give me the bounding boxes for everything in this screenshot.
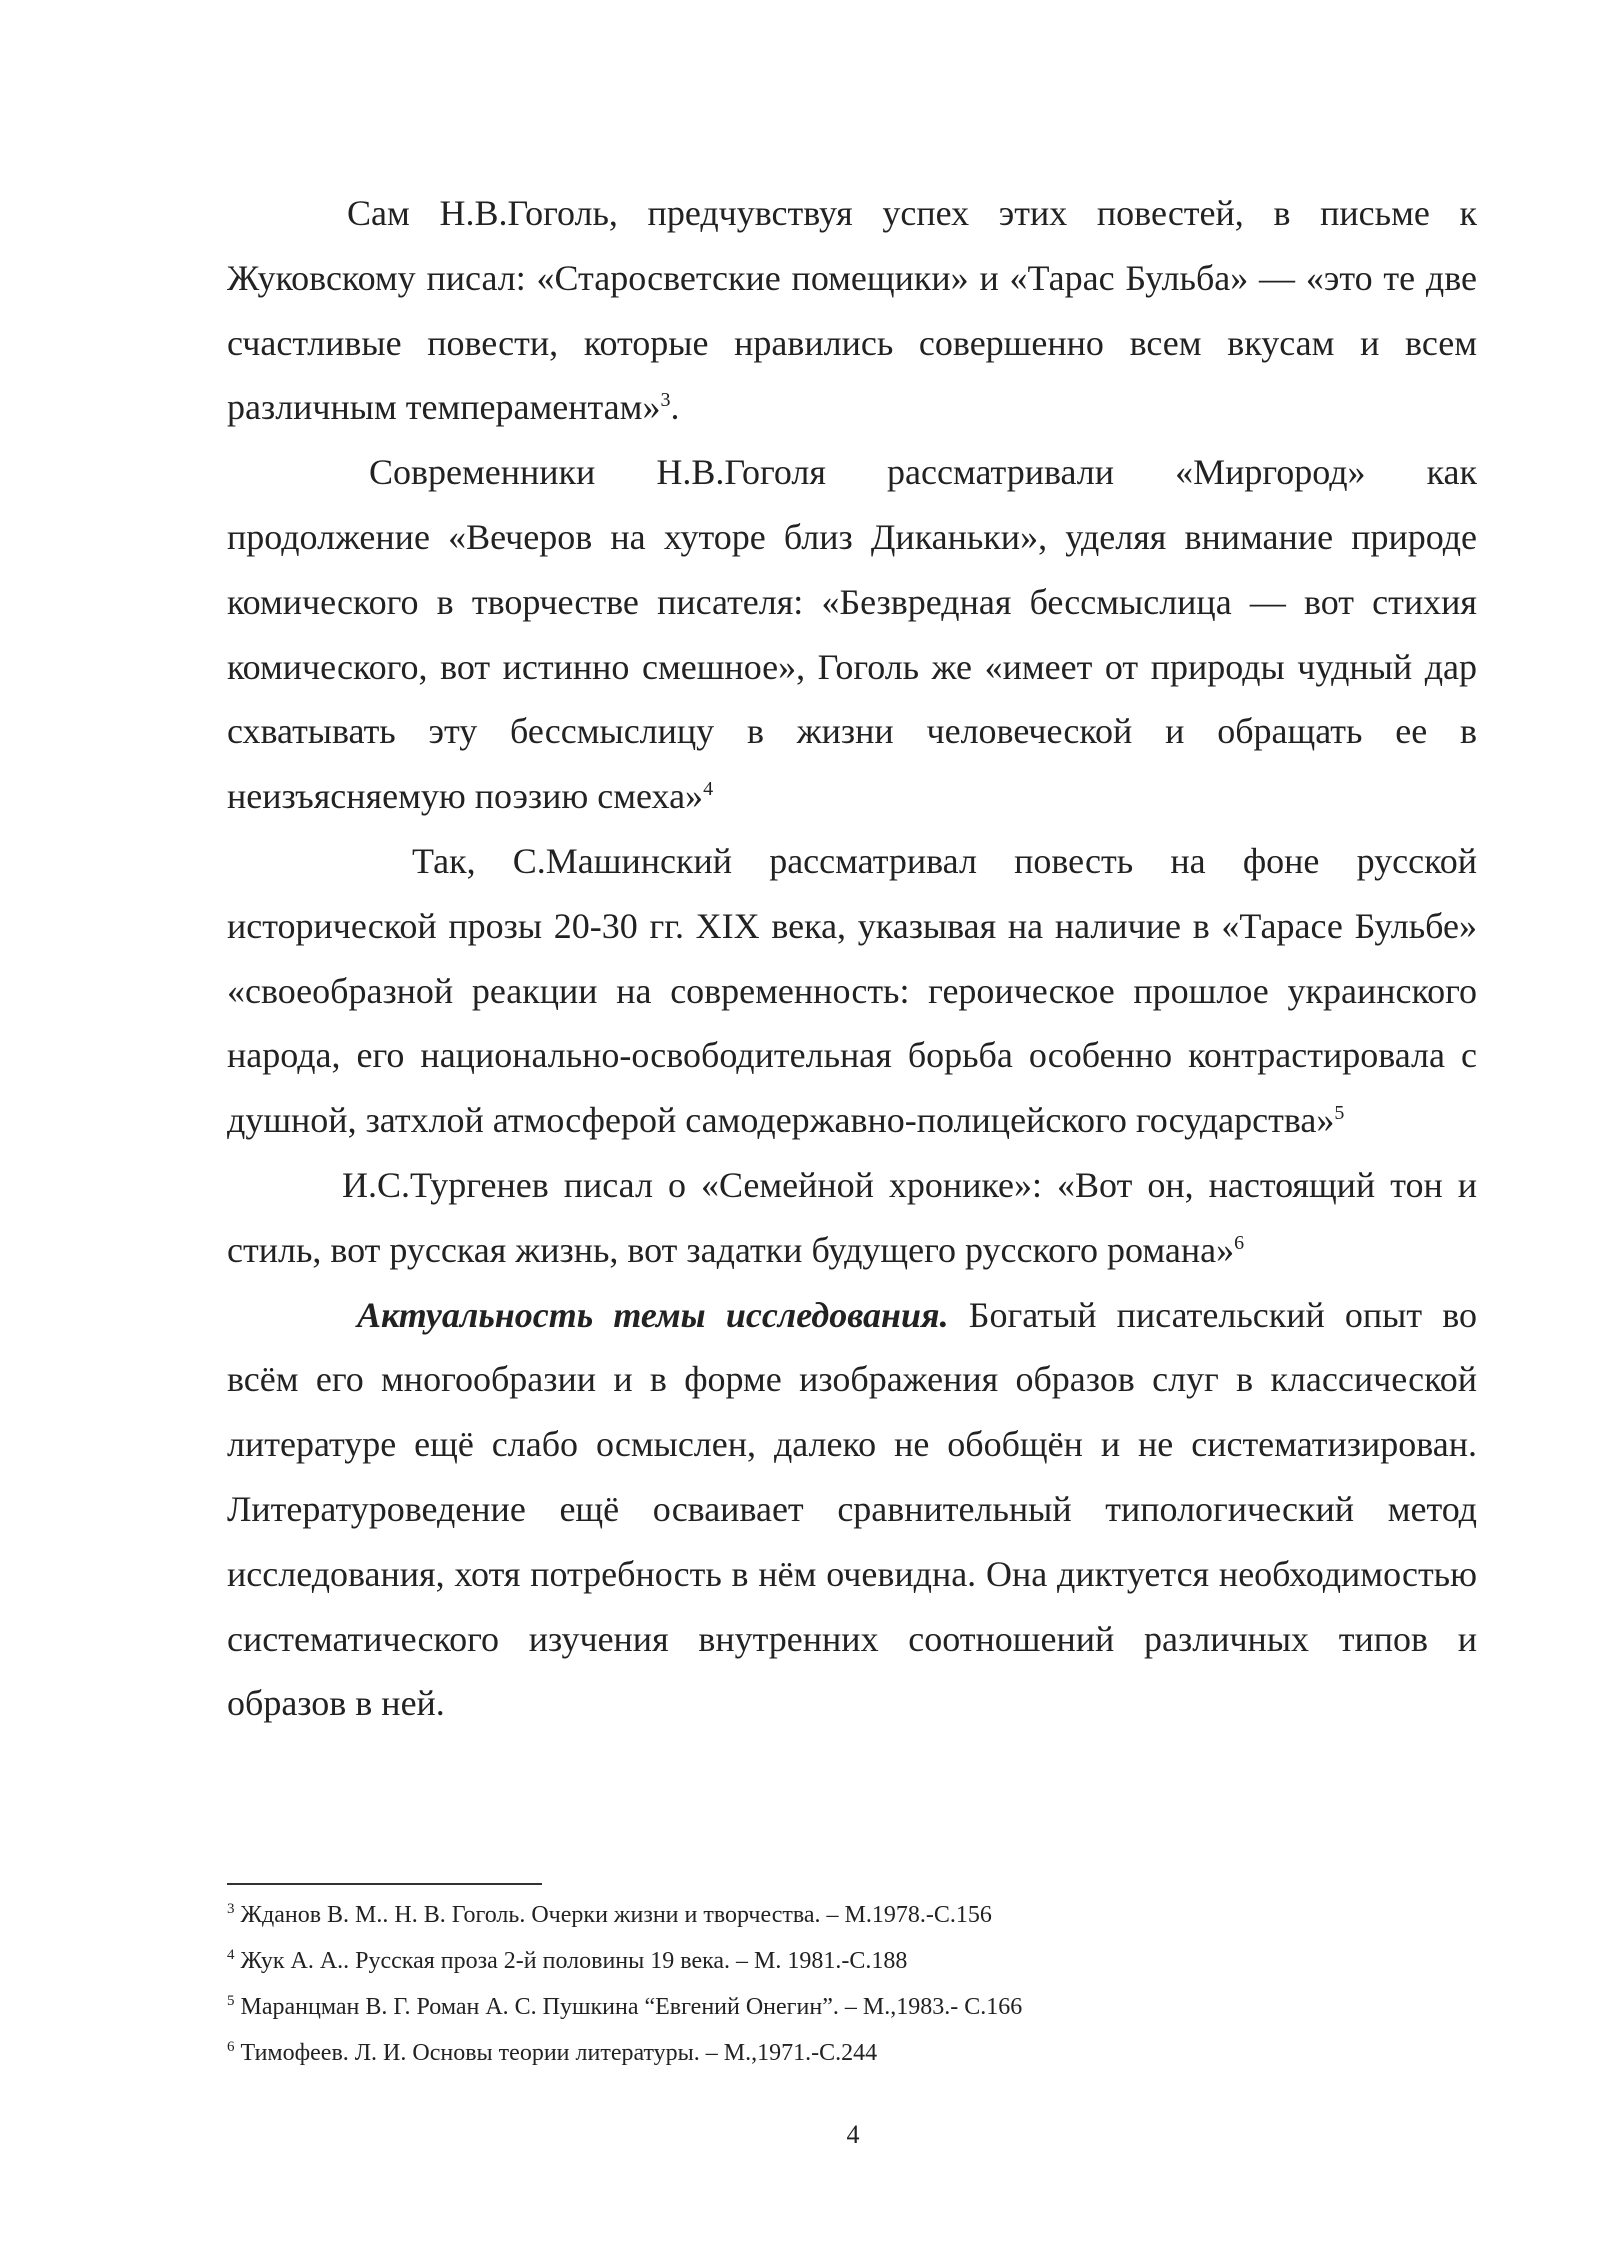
paragraph-relevance bbox=[227, 1283, 1477, 1737]
footnote-ref-5[interactable]: 5 bbox=[1334, 1102, 1345, 1125]
paragraph-text: И.С.Тургенев писал о «Семейной хронике»: «Вот он, настоящий тон и стиль, вот русская жизнь, вот задатки будущего русского романа» bbox=[227, 1164, 1477, 1270]
footnote-3 bbox=[227, 1892, 1477, 1938]
paragraph-gogol-letter bbox=[227, 181, 1477, 440]
footnote-text: Жук А. А.. Русская проза 2-й половины 19 века. – М. 1981.-С.188 bbox=[240, 1948, 908, 1974]
footnotes bbox=[227, 1892, 1477, 2076]
paragraph-tail: . bbox=[670, 387, 680, 428]
paragraph-text: Современники Н.В.Гоголя рассматривали «Миргород» как продолжение «Вечеров на хуторе близ Диканьки», уделяя внимание природе комического в творчестве писателя: «Безвредная бессмыслица — вот стихия комического, вот истинно смешное», Гоголь же «имеет от природы чудный дар схватывать эту бессмыслицу в жизни человеческой и обращать ее в неизъясняемую поэзию смеха» bbox=[227, 452, 1477, 817]
paragraph-text: Сам Н.В.Гоголь, предчувствуя успех этих повестей, в письме к Жуковскому писал: «Старосветские помещики» и «Тарас Бульба» — «это те две счастливые повести, которые нравились совершенно всем вкусам и всем различным темпераментам» bbox=[227, 193, 1477, 428]
paragraph-turgenev bbox=[227, 1153, 1477, 1283]
paragraph-text: Так, С.Машинский рассматривал повесть на фоне русской исторической прозы 20-30 гг. XIX века, указывая на наличие в «Тарасе Бульбе» «своеобразной реакции на современность: героическое прошлое украинского народа, его национально-освободительная борьба особенно контрастировала с душной, затхлой атмосферой самодержавно-полицейского государства» bbox=[227, 840, 1477, 1141]
footnote-separator bbox=[227, 1883, 542, 1885]
section-lead-heading: Актуальность темы исследования. bbox=[357, 1294, 949, 1335]
footnote-5 bbox=[227, 1984, 1477, 2030]
footnote-number: 4 bbox=[227, 1947, 235, 1963]
page-number: 4 bbox=[846, 2120, 860, 2149]
paragraph-text: Богатый писательский опыт во всём его многообразии и в форме изображения образов слуг в классической литературе ещё слабо осмыслен, далеко не обобщён и не систематизирован. Литературоведение ещё осваивает сравнительный типологический метод исследования, хотя потребность в нём очевидна. Она диктуется необходимостью систематического изучения внутренних соотношений различных типов и образов в ней. bbox=[227, 1294, 1478, 1724]
footnote-text: Маранцман В. Г. Роман А. С. Пушкина “Евгений Онегин”. – М.,1983.- С.166 bbox=[240, 1994, 1023, 2020]
footnote-ref-3[interactable]: 3 bbox=[660, 389, 671, 412]
footnote-number: 5 bbox=[227, 1993, 235, 2009]
footnote-number: 3 bbox=[227, 1901, 235, 1917]
footnote-text: Тимофеев. Л. И. Основы теории литературы. – М.,1971.-С.244 bbox=[240, 2040, 878, 2066]
footnote-text: Жданов В. М.. Н. В. Гоголь. Очерки жизни и творчества. – М.1978.-С.156 bbox=[240, 1902, 992, 1928]
footnote-4 bbox=[227, 1938, 1477, 1984]
body-text bbox=[227, 181, 1477, 1736]
footnote-ref-4[interactable]: 4 bbox=[703, 778, 714, 801]
paragraph-contemporaries bbox=[227, 440, 1477, 829]
footnote-number: 6 bbox=[227, 2039, 235, 2055]
footnote-ref-6[interactable]: 6 bbox=[1234, 1231, 1245, 1254]
paragraph-mashinsky bbox=[227, 829, 1477, 1153]
footnote-6 bbox=[227, 2030, 1477, 2076]
